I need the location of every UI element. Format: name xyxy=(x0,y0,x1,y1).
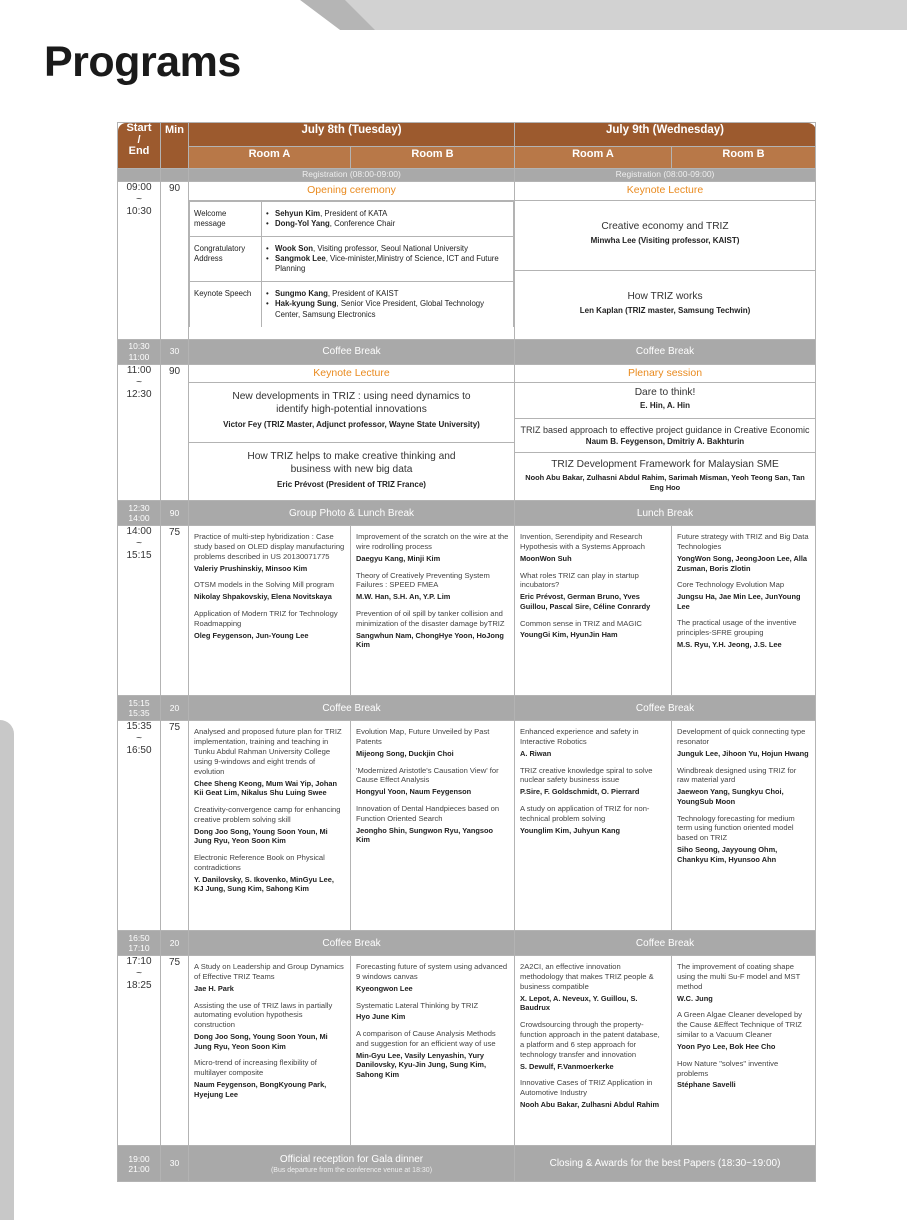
paper-title: What roles TRIZ can play in startup incubators? xyxy=(520,570,639,590)
opening-min: 90 xyxy=(161,182,189,340)
paper-entry xyxy=(520,571,666,612)
session2-content-row xyxy=(118,383,816,501)
paper-title: Assisting the use of TRIZ laws in partially automating evolution hypothesis construction xyxy=(194,1000,333,1030)
paper-entry xyxy=(677,814,810,865)
session-cell xyxy=(351,721,515,931)
session-cell xyxy=(351,956,515,1146)
paper-authors: Sangwhun Nam, ChongHye Yoon, HoJong Kim xyxy=(356,630,504,650)
paper-authors: Siho Seong, Jayyoung Ohm, Chankyu Kim, Hyunsoo Ahn xyxy=(677,845,778,864)
top-decor-band xyxy=(0,0,907,30)
paper-authors: X. Lepot, A. Neveux, Y. Guillou, S. Baudrux xyxy=(520,993,638,1013)
session-cell xyxy=(515,721,672,931)
opening-ceremony-title: Opening ceremony xyxy=(189,182,515,201)
session-cell xyxy=(515,526,672,696)
session4-time: 15:35 ~ 16:50 xyxy=(118,721,161,931)
session3-time: 14:00 ~ 15:15 xyxy=(118,526,161,696)
registration-row xyxy=(118,169,816,182)
session-cell xyxy=(672,526,816,696)
opening-ceremony-cell xyxy=(189,200,515,339)
paper-entry xyxy=(356,609,509,650)
paper-authors: S. Dewulf, F.Vanmoerkerke xyxy=(520,1061,614,1071)
paper-title: A Study on Leadership and Group Dynamics of Effective TRIZ Teams xyxy=(194,962,344,982)
paper-title: Electronic Reference Book on Physical contradictions xyxy=(194,852,325,872)
paper-entry xyxy=(194,532,345,573)
paper-entry xyxy=(194,727,345,798)
paper-title: Common sense in TRIZ and MAGIC xyxy=(520,618,642,628)
paper-entry xyxy=(677,727,810,758)
session3-row: 14:00 ~ 15:15 75 Practice of multi-step hybridization : Case study based on OLED display manufacturing problems described in US 20130071775 Valeriy Prushinskiy, Minsoo Kim OTSM models in the Solving Mill program Nikolay Shpakovskiy, Elena Novitskaya Application of Modern TRIZ for Technology Roadmapping Oleg Feygenson, Jun-Young Lee Improvement of the scratch on the wire at the wire rodrolling process Daegyu Kang, Minji Kim Theory of Creatively Preventing System Failures : SPEED FMEA M.W. Han, S.H. An, Y.P. Lim Prevention of oil spill by tanker collision and minimization of the disaster damage byTRIZ Sangwhun Nam, ChongHye Yoon, HoJong Kim Invention, Serendipity and Research Hypothesis with a Systems Approach MoonWon Suh What roles TRIZ can play in startup incubators? Eric Prévost, German Bruno, Yves Guillou, Pascal Sire, Céline Conrardy Common sense in TRIZ and MAGIC YoungGi Kim, HyunJin Ham Future strategy with TRIZ and Big Data Technologies YongWon Song, JeongJoon Lee, Alla Zusman, Boris Zlotin Core Technology Evolution Map Jungsu Ha, Jae Min Lee, JunYoung Lee The practical usage of the inventive principles-SFRE grouping M.S. Ryu, Y.H. Jeong, J.S. Lee xyxy=(118,526,816,696)
gala-row: 19:00 21:00 30 Official reception for Gala dinner (Bus departure from the conference venue at 18:30) Closing & Awards for the best Papers (18:30~19:00) xyxy=(118,1146,816,1182)
day1-room-a: Room A xyxy=(189,147,351,169)
paper-title: The improvement of coating shape using the multi Su-F model and MST method xyxy=(677,962,801,991)
paper-entry xyxy=(356,571,509,602)
ceremony-item xyxy=(190,201,514,236)
coffee-break-row: 15:15 15:35 20 Coffee Break Coffee Break xyxy=(118,696,816,721)
day1-keynote-cell xyxy=(189,383,515,501)
paper-authors: Oleg Feygenson, Jun-Young Lee xyxy=(194,630,309,640)
paper-authors: Eric Prévost, German Bruno, Yves Guillou, Pascal Sire, Céline Conrardy xyxy=(520,592,651,611)
opening-title-row xyxy=(118,182,816,201)
paper-entry xyxy=(194,1001,345,1052)
header-row-days xyxy=(118,123,816,147)
program-schedule xyxy=(117,122,815,1182)
plenary-talk: Dare to think! E. Hin, A. Hin xyxy=(515,383,815,419)
ceremony-label: Keynote Speech xyxy=(190,282,262,327)
paper-entry xyxy=(194,805,345,846)
paper-title: Development of quick connecting type resonator xyxy=(677,727,806,747)
paper-title: Innovation of Dental Handpieces based on Function Oriented Search xyxy=(356,803,500,823)
paper-title: 2A2CI, an effective innovation methodology that makes TRIZ people & business compatible xyxy=(520,962,654,991)
page-title: Programs xyxy=(44,38,241,86)
paper-entry xyxy=(520,1078,666,1109)
paper-entry xyxy=(194,962,345,993)
paper-authors: Chee Sheng Keong, Mum Wai Yip, Johan Kii Geat Lim, Nikalus Shu Luing Swee xyxy=(194,778,338,798)
paper-authors: MoonWon Suh xyxy=(520,554,572,563)
day1-keynote-title: Keynote Lecture xyxy=(189,364,515,383)
lunch-row: 12:30 14:00 90 Group Photo & Lunch Break Lunch Break xyxy=(118,501,816,526)
paper-authors: Daegyu Kang, Minji Kim xyxy=(356,554,441,563)
paper-authors: Min-Gyu Lee, Vasily Lenyashin, Yury Danilovsky, Kyu-Jin Jung, Sung Kim, Sahong Kim xyxy=(356,1050,487,1080)
paper-entry xyxy=(356,1029,509,1080)
paper-entry xyxy=(520,727,666,758)
paper-entry xyxy=(356,532,509,563)
paper-title: Core Technology Evolution Map xyxy=(677,580,785,590)
paper-authors: W.C. Jung xyxy=(677,993,713,1003)
paper-entry xyxy=(356,727,509,758)
ceremony-item xyxy=(190,236,514,281)
paper-authors: Kyeongwon Lee xyxy=(356,984,413,993)
keynote-talk: How TRIZ helps to make creative thinking and business with new big data Eric Prévost (President of TRIZ France) xyxy=(247,451,456,489)
day1-room-b: Room B xyxy=(351,147,515,169)
paper-authors: Jeongho Shin, Sungwon Ryu, Yangsoo Kim xyxy=(356,825,494,845)
ceremony-speaker: • Sangmok Lee, Vice-minister,Ministry of Science, ICT and Future Planning xyxy=(266,254,509,274)
day2-keynote-title: Keynote Lecture xyxy=(515,182,816,201)
paper-entry xyxy=(356,766,509,797)
ceremony-speaker: • Wook Son, Visiting professor, Seoul National University xyxy=(266,244,509,254)
paper-authors: Younglim Kim, Juhyun Kang xyxy=(520,825,621,835)
paper-authors: Stéphane Savelli xyxy=(677,1080,736,1090)
paper-authors: Jae H. Park xyxy=(194,984,234,993)
ceremony-label: Welcome message xyxy=(190,201,262,236)
paper-authors: YongWon Song, JeongJoon Lee, Alla Zusman, Boris Zlotin xyxy=(677,554,808,573)
paper-title: 'Modernized Aristotle's Causation View' for Cause Effect Analysis xyxy=(356,765,499,785)
paper-title: Future strategy with TRIZ and Big Data Technologies xyxy=(677,532,809,552)
paper-title: OTSM models in the Solving Mill program xyxy=(194,580,335,590)
paper-entry xyxy=(356,804,509,845)
session2-title-row: 11:00 ~ 12:30 90 Keynote Lecture Plenary session xyxy=(118,364,816,383)
paper-authors: Yoon Pyo Lee, Bok Hee Cho xyxy=(677,1042,776,1052)
paper-entry xyxy=(520,962,666,1013)
day1-header: July 8th (Tuesday) xyxy=(189,123,515,147)
paper-entry xyxy=(194,609,345,640)
plenary-title: Plenary session xyxy=(515,364,816,383)
plenary-talk: TRIZ Development Framework for Malaysian SME Nooh Abu Bakar, Zulhasni Abdul Rahim, Sarimah Misman, Yeoh Teong San, Tan Eng Hoo xyxy=(525,459,805,492)
paper-entry xyxy=(194,853,345,894)
start-end-header: Start / End xyxy=(118,123,161,169)
paper-title: Systematic Lateral Thinking by TRIZ xyxy=(356,1000,479,1010)
paper-authors: Y. Danilovsky, S. Ikovenko, MinGyu Lee, KJ Jung, Sung Kim, Sahong Kim xyxy=(194,874,334,894)
paper-title: Theory of Creatively Preventing System Failures : SPEED FMEA xyxy=(356,570,490,590)
session-cell xyxy=(672,956,816,1146)
plenary-cell xyxy=(515,383,816,501)
paper-title: Windbreak designed using TRIZ for raw material yard xyxy=(677,765,797,785)
paper-entry xyxy=(520,766,666,797)
session5-time: 17:10 ~ 18:25 xyxy=(118,956,161,1146)
keynote-talk: Creative economy and TRIZ Minwha Lee (Visiting professor, KAIST) xyxy=(515,201,815,271)
coffee-break-row: 10:30 11:00 30 Coffee Break Coffee Break xyxy=(118,339,816,364)
paper-entry xyxy=(520,804,666,835)
break-time: 10:30 11:00 xyxy=(118,339,161,364)
opening-content-row xyxy=(118,200,816,339)
paper-entry xyxy=(677,1010,810,1051)
paper-entry xyxy=(677,766,810,807)
paper-authors: Dong Joo Song, Young Soon Youn, Mi Jung Ryu, Yeon Soon Kim xyxy=(194,1032,328,1051)
session-cell xyxy=(351,526,515,696)
session-cell xyxy=(515,956,672,1146)
paper-authors: Jungsu Ha, Jae Min Lee, JunYoung Lee xyxy=(677,592,801,611)
paper-authors: Mijeong Song, Duckjin Choi xyxy=(356,749,454,758)
session-cell xyxy=(189,526,351,696)
paper-title: A Green Algae Cleaner developed by the Cause &Effect Technique of TRIZ similar to a Vacuum Cleaner xyxy=(677,1010,802,1040)
paper-entry xyxy=(520,619,666,640)
paper-title: The practical usage of the inventive principles-SFRE grouping xyxy=(677,618,797,638)
paper-authors: YoungGi Kim, HyunJin Ham xyxy=(520,630,618,640)
session-cell xyxy=(189,721,351,931)
session-cell xyxy=(672,721,816,931)
paper-authors: Hongyul Yoon, Naum Feygenson xyxy=(356,787,472,797)
side-decor-band xyxy=(0,720,14,1220)
day2-header: July 9th (Wednesday) xyxy=(515,123,816,147)
paper-entry xyxy=(677,532,810,573)
paper-authors: Dong Joo Song, Young Soon Youn, Mi Jung Ryu, Yeon Soon Kim xyxy=(194,826,328,846)
registration-day1: Registration (08:00-09:00) xyxy=(189,169,515,182)
paper-authors: Hyo June Kim xyxy=(356,1012,406,1022)
day2-keynote-cell xyxy=(515,200,816,339)
paper-title: Crowdsourcing through the property-function approach in the patent database, a platform and 6 step approach for technology transfer and innovation xyxy=(520,1020,660,1059)
paper-entry xyxy=(520,1020,666,1071)
paper-entry xyxy=(677,580,810,611)
ceremony-item xyxy=(190,282,514,327)
paper-authors: Jaeweon Yang, Sungkyu Choi, YoungSub Moon xyxy=(677,787,784,806)
paper-entry xyxy=(677,962,810,1003)
coffee-break-row: 16:50 17:10 20 Coffee Break Coffee Break xyxy=(118,931,816,956)
paper-authors: Nooh Abu Bakar, Zulhasni Abdul Rahim xyxy=(520,1099,660,1109)
paper-authors: M.S. Ryu, Y.H. Jeong, J.S. Lee xyxy=(677,640,782,650)
paper-title: Forecasting future of system using advanced 9 windows canvas xyxy=(356,962,508,982)
paper-title: Innovative Cases of TRIZ Application in Automotive Industry xyxy=(520,1078,653,1098)
paper-entry xyxy=(194,580,345,601)
session2-time: 11:00 ~ 12:30 xyxy=(118,364,161,501)
paper-entry xyxy=(194,1058,345,1099)
paper-entry xyxy=(677,618,810,649)
paper-authors: Valeriy Prushinskiy, Minsoo Kim xyxy=(194,563,308,573)
paper-entry xyxy=(356,962,509,993)
session-cell xyxy=(189,956,351,1146)
paper-title: A comparison of Cause Analysis Methods and suggestion for an efficient way of use xyxy=(356,1029,496,1048)
ceremony-speaker: • Sehyun Kim, President of KATA xyxy=(266,209,509,219)
paper-title: Micro-trend of increasing flexibility of multilayer composite xyxy=(194,1058,317,1078)
paper-title: Application of Modern TRIZ for Technology Roadmapping xyxy=(194,608,338,628)
paper-entry xyxy=(677,1059,810,1090)
paper-authors: P.Sire, F. Goldschmidt, O. Pierrard xyxy=(520,787,640,797)
program-table xyxy=(117,122,816,1182)
ceremony-speaker: • Dong-Yol Yang, Conference Chair xyxy=(266,219,509,229)
day2-room-b: Room B xyxy=(672,147,816,169)
paper-authors: Junguk Lee, Jihoon Yu, Hojun Hwang xyxy=(677,749,809,758)
paper-title: Creativity-convergence camp for enhancing creative problem solving skill xyxy=(194,804,341,824)
ceremony-speaker: • Sungmo Kang, President of KAIST xyxy=(266,289,509,299)
paper-entry xyxy=(520,532,666,563)
ceremony-label: Congratulatory Address xyxy=(190,236,262,281)
paper-title: Technology forecasting for medium term using function oriented model based on TRIZ xyxy=(677,813,795,843)
ceremony-speaker: • Hak-kyung Sung, Senior Vice President, Global Technology Center, Samsung Electronics xyxy=(266,299,509,319)
paper-title: TRIZ creative knowledge spiral to solve nuclear safety business issue xyxy=(520,765,653,785)
day2-room-a: Room A xyxy=(515,147,672,169)
paper-title: Enhanced experience and safety in Interactive Robotics xyxy=(520,727,639,747)
gala-dinner: Official reception for Gala dinner (Bus departure from the conference venue at 18:30) xyxy=(189,1146,515,1182)
paper-authors: M.W. Han, S.H. An, Y.P. Lim xyxy=(356,592,451,602)
paper-title: How Nature "solves" inventive problems xyxy=(677,1058,779,1078)
paper-title: Analysed and proposed future plan for TRIZ implementation, training and teaching in Tunku Abdul Rahman University College using 9-windows and eight trends of evolution xyxy=(194,727,342,776)
min-header: Min xyxy=(161,123,189,169)
session5-row: 17:10 ~ 18:25 75 A Study on Leadership and Group Dynamics of Effective TRIZ Teams Jae H. Park Assisting the use of TRIZ laws in partially automating evolution hypothesis construction Dong Joo Song, Young Soon Youn, Mi Jung Ryu, Yeon Soon Kim Micro-trend of increasing flexibility of multilayer composite Naum Feygenson, BongKyoung Park, Hyejung Lee Forecasting future of system using advanced 9 windows canvas Kyeongwon Lee Systematic Lateral Thinking by TRIZ Hyo June Kim A comparison of Cause Analysis Methods and suggestion for an efficient way of use Min-Gyu Lee, Vasily Lenyashin, Yury Danilovsky, Kyu-Jin Jung, Sung Kim, Sahong Kim 2A2CI, an effective innovation methodology that makes TRIZ people & business compatible X. Lepot, A. Neveux, Y. Guillou, S. Baudrux Crowdsourcing through the property-function approach in the patent database, a platform and 6 step approach for technology transfer and innovation S. Dewulf, F.Vanmoerkerke Innovative Cases of TRIZ Application in Automotive Industry Nooh Abu Bakar, Zulhasni Abdul Rahim The improvement of coating shape using the multi Su-F model and MST method W.C. Jung A Green Algae Cleaner developed by the Cause &Effect Technique of TRIZ similar to a Vacuum Cleaner Yoon Pyo Lee, Bok Hee Cho How Nature "solves" inventive problems Stéphane Savelli xyxy=(118,956,816,1146)
registration-day2: Registration (08:00-09:00) xyxy=(515,169,816,182)
paper-title: Improvement of the scratch on the wire at the wire rodrolling process xyxy=(356,532,509,552)
paper-title: Invention, Serendipity and Research Hypothesis with a Systems Approach xyxy=(520,532,645,552)
paper-title: Prevention of oil spill by tanker collision and minimization of the disaster damage byTRIZ xyxy=(356,608,505,628)
plenary-talk: TRIZ based approach to effective project guidance in Creative Economic Naum B. Feygenson, Dmitriy A. Bakhturin xyxy=(515,419,815,453)
paper-title: Practice of multi-step hybridization : Case study based on OLED display manufacturing problems described in US 20130071775 xyxy=(194,532,345,561)
closing-awards: Closing & Awards for the best Papers (18:30~19:00) xyxy=(515,1146,816,1182)
paper-title: A study on application of TRIZ for non-technical problem solving xyxy=(520,803,650,823)
paper-authors: Naum Feygenson, BongKyoung Park, Hyejung Lee xyxy=(194,1080,327,1099)
opening-time: 09:00 ~ 10:30 xyxy=(118,182,161,340)
keynote-talk: New developments in TRIZ : using need dynamics to identify high-potential innovations Victor Fey (TRIZ Master, Adjunct professor, Wayne State University) xyxy=(189,383,514,443)
keynote-talk: How TRIZ works Len Kaplan (TRIZ master, Samsung Techwin) xyxy=(579,290,751,316)
paper-entry xyxy=(356,1001,509,1022)
header-row-rooms xyxy=(118,147,816,169)
paper-title: Evolution Map, Future Unveiled by Past Patents xyxy=(356,727,490,747)
paper-authors: A. Riwan xyxy=(520,749,552,758)
session4-row: 15:35 ~ 16:50 75 Analysed and proposed future plan for TRIZ implementation, training and teaching in Tunku Abdul Rahman University College using 9-windows and eight trends of evolution Chee Sheng Keong, Mum Wai Yip, Johan Kii Geat Lim, Nikalus Shu Luing Swee Creativity-convergence camp for enhancing creative problem solving skill Dong Joo Song, Young Soon Youn, Mi Jung Ryu, Yeon Soon Kim Electronic Reference Book on Physical contradictions Y. Danilovsky, S. Ikovenko, MinGyu Lee, KJ Jung, Sung Kim, Sahong Kim Evolution Map, Future Unveiled by Past Patents Mijeong Song, Duckjin Choi 'Modernized Aristotle's Causation View' for Cause Effect Analysis Hongyul Yoon, Naum Feygenson Innovation of Dental Handpieces based on Function Oriented Search Jeongho Shin, Sungwon Ryu, Yangsoo Kim Enhanced experience and safety in Interactive Robotics A. Riwan TRIZ creative knowledge spiral to solve nuclear safety business issue P.Sire, F. Goldschmidt, O. Pierrard A study on application of TRIZ for non-technical problem solving Younglim Kim, Juhyun Kang Development of quick connecting type resonator Junguk Lee, Jihoon Yu, Hojun Hwang Windbreak designed using TRIZ for raw material yard Jaeweon Yang, Sungkyu Choi, YoungSub Moon Technology forecasting for medium term using function oriented model based on TRIZ Siho Seong, Jayyoung Ohm, Chankyu Kim, Hyunsoo Ahn xyxy=(118,721,816,931)
opening-ceremony-table xyxy=(189,201,514,327)
paper-authors: Nikolay Shpakovskiy, Elena Novitskaya xyxy=(194,592,332,602)
